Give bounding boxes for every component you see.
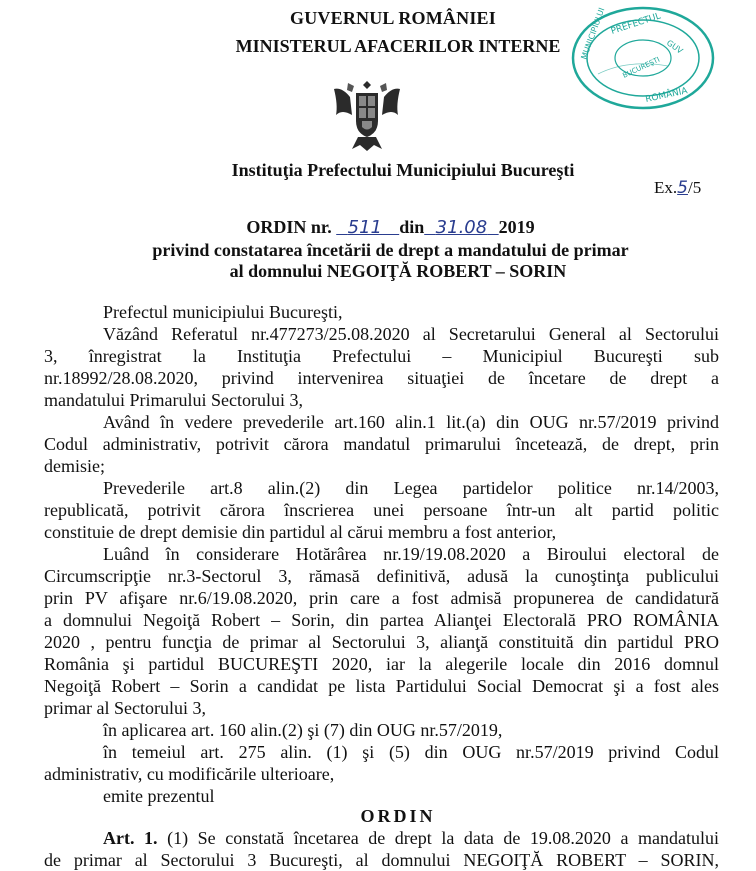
article-1-line: Art. 1. (1) Se constată încetarea de drept la data de 19.08.2020 a mandatului bbox=[103, 828, 720, 848]
body-line: constituie de drept demisie din partidul al cărui membru a fost anterior, bbox=[44, 522, 557, 542]
svg-text:PREFECTUL: PREFECTUL bbox=[609, 11, 663, 37]
copy-number-handwritten: 5 bbox=[677, 178, 688, 198]
order-heading: ORDIN bbox=[360, 806, 436, 826]
order-title bbox=[0, 217, 756, 238]
body-line: prin PV afişare nr.6/19.08.2020, prin care a fost admisă propunerea de candidatură bbox=[44, 588, 719, 608]
svg-text:MUNICIPIULUI: MUNICIPIULUI bbox=[579, 6, 607, 61]
article-label: Art. 1. bbox=[103, 828, 158, 848]
order-nr-label: nr. bbox=[310, 217, 332, 237]
body-line: Având în vedere prevederile art.160 alin.1 lit.(a) din OUG nr.57/2019 privind bbox=[103, 412, 719, 432]
order-subject-line2: al domnului NEGOIŢĂ ROBERT – SORIN bbox=[229, 261, 567, 281]
body-line: Circumscripţie nr.3-Sectorul 3, rămasă definitivă, adusă la cunoştinţa publicului bbox=[44, 566, 719, 586]
body-line: Luând în considerare Hotărârea nr.19/19.08.2020 a Biroului electoral de bbox=[103, 544, 719, 564]
svg-text:ROMÂNIA: ROMÂNIA bbox=[644, 86, 689, 105]
body-line: nr.18992/28.08.2020, privind intervenirea situaţiei de încetare de drept a bbox=[44, 368, 719, 388]
order-year: 2019 bbox=[498, 217, 535, 237]
copy-total: /5 bbox=[687, 178, 702, 197]
body-line: în temeiul art. 275 alin. (1) şi (5) din OUG nr.57/2019 privind Codul bbox=[103, 742, 719, 762]
order-subject-line1: privind constatarea încetării de drept a mandatului de primar bbox=[152, 240, 629, 260]
body-line: demisie; bbox=[44, 456, 105, 476]
body-line: administrativ, cu modificările ulterioare, bbox=[44, 764, 335, 784]
body-line: mandatului Primarului Sectorului 3, bbox=[44, 390, 303, 410]
body-line: Negoiţă Robert – Sorin a candidat pe lista Partidului Social Democrat şi a fost ales bbox=[44, 676, 719, 696]
body-line: primar al Sectorului 3, bbox=[44, 698, 206, 718]
body-line: Codul administrativ, potrivit cărora mandatul primarului încetează, de drept, prin bbox=[44, 434, 719, 454]
official-stamp-icon bbox=[568, 4, 718, 112]
body-line: a domnului Negoiţă Robert – Sorin, din partea Alianţei Electorală PRO ROMÂNIA bbox=[44, 610, 719, 630]
body-line: Prefectul municipiului Bucureşti, bbox=[103, 302, 343, 322]
body-line: de primar al Sectorului 3 Bucureşti, al domnului NEGOIŢĂ ROBERT – SORIN, bbox=[44, 850, 719, 870]
body-line: Văzând Referatul nr.477273/25.08.2020 al Secretarului General al Sectorului bbox=[103, 324, 719, 344]
body-line: România şi partidul BUCUREŞTI 2020, iar la alegerile locale din 2016 domnul bbox=[44, 654, 719, 674]
body-line: Prevederile art.8 alin.(2) din Legea partidelor politice nr.14/2003, bbox=[103, 478, 719, 498]
institution-name: Instituţia Prefectului Municipiului Bucureşti bbox=[231, 160, 575, 180]
svg-text:GUV: GUV bbox=[664, 38, 685, 56]
copy-number bbox=[654, 178, 701, 198]
body-line: republicată, potrivit cărora înscrierea unei persoane într-un alt partid politic bbox=[44, 500, 719, 520]
coat-of-arms-icon bbox=[328, 75, 406, 153]
svg-text:BUCUREŞTI: BUCUREŞTI bbox=[621, 55, 662, 80]
body-line: emite prezentul bbox=[103, 786, 215, 806]
body-line: 2020 , pentru funcţia de primar al Sectorului 3, alianţă constituită din partidul PRO bbox=[44, 632, 719, 652]
order-din-label: din bbox=[399, 217, 425, 237]
order-date: 31.08 bbox=[435, 217, 488, 238]
body-line: 3, înregistrat la Instituţia Prefectului – Municipiul Bucureşti sub bbox=[44, 346, 719, 366]
body-line: în aplicarea art. 160 alin.(2) şi (7) din OUG nr.57/2019, bbox=[103, 720, 503, 740]
copy-prefix: Ex. bbox=[654, 178, 678, 197]
order-word: ORDIN bbox=[246, 217, 307, 237]
order-number: 511 bbox=[347, 217, 383, 238]
header-ministry: MINISTERUL AFACERILOR INTERNE bbox=[235, 36, 561, 56]
header-government: GUVERNUL ROMÂNIEI bbox=[290, 8, 496, 28]
